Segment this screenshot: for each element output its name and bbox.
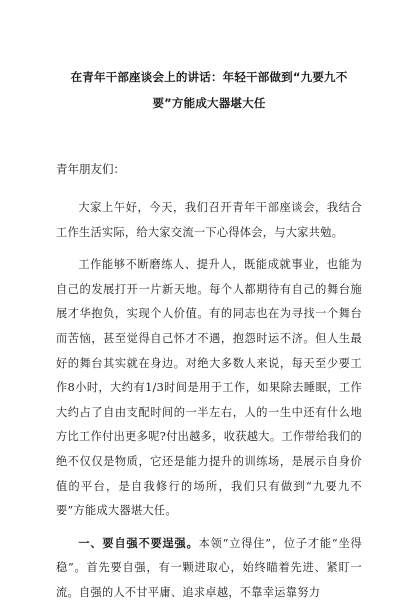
paragraph-intro: 大家上午好，今天，我们召开青年干部座谈会，我结合工作生活实际，给大家交流一下心得体会，与大家共勉。: [56, 201, 362, 239]
section-1-body: 本领“立得住”，位子才能“坐得稳”。首先要自强，有一颗进取心，始终瞄着先进、紧盯一流。自强的人不甘平庸、追求卓越，不靠幸运靠努力: [56, 536, 362, 599]
greeting: 青年朋友们：: [56, 162, 125, 176]
section-1-heading: 一、要自强不要逞强。: [78, 536, 199, 550]
title-line-2: 要”方能成大器堪大任: [152, 96, 266, 110]
title-line-1: 在青年干部座谈会上的讲话：年轻干部做到“九要九不: [70, 70, 348, 84]
paragraph-work: 工作能够不断磨练人、提升人，既能成就事业，也能为自己的发展打开一片新天地。每个人都期待有自己的舞台施展才华抱负，实现个人价值。有的同志也在为寻找一个舞台而苦恼，甚至觉得自己怀才不遇，抱怨时运不济。但人生最好的舞台其实就在身边。对绝大多数人来说，每天至少要工作8小时，大约有1/3时间是用于工作，如果除去睡眠，工作大约占了自由支配时间的一半左右，人的一生中还有什么地方比工作付出更多呢?付出越多，收获越大。工作带给我们的绝不仅仅是物质，它还是能力提升的训练场，是展示自身价值的平台，是自我修行的场所，我们只有做到“九要九不要”方能成大器堪大任。: [56, 258, 362, 518]
section-1: [56, 532, 362, 606]
document-title: [56, 64, 362, 116]
